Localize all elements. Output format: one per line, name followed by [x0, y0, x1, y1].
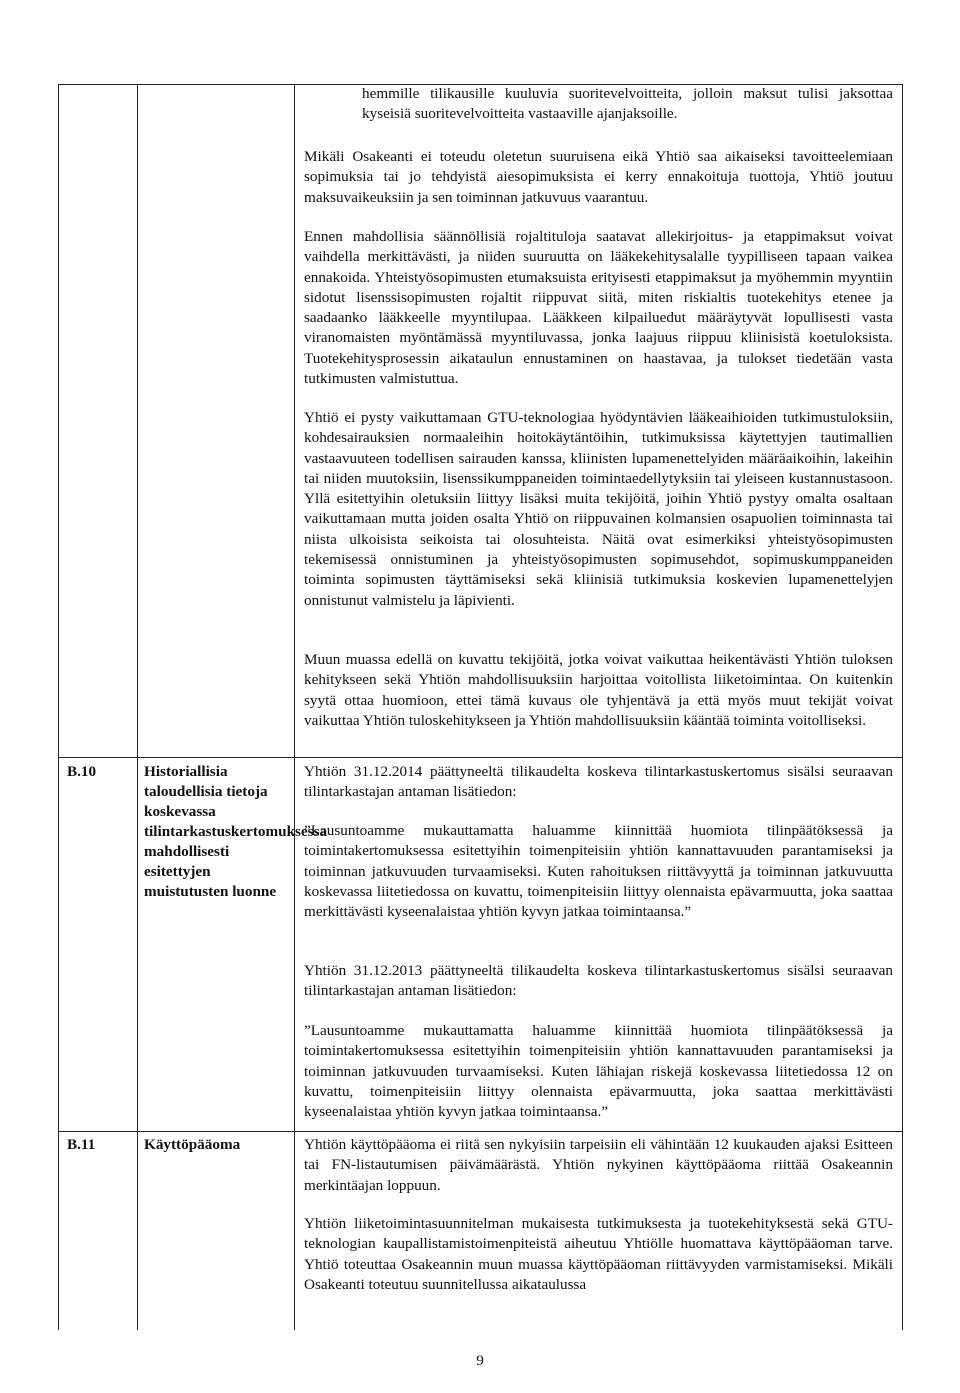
paragraph-3: Ennen mahdollisia säännöllisiä rojaltituloja saatavat allekirjoitus- ja etappimaksut voivat vaihdella merkittävästi, ja niiden suuruutta on lääkekehitysalalle tyypilliseen tapaan vaikea ennakoida. Yhteistyösopimusten etumaksuista erityisesti etappimaksut ja myöhemmin myyntiin sidotut lisenssisopimusten rojaltit riippuvat siitä, miten riskialtis tuotekehitys etenee ja saadaanko lääkkeelle myyntilupaa. Lääkkeen kilpailuedut määräytyvät lopullisesti vasta viranomaisten myöntämässä myyntiluvassa, jonka laajuus riippuu kliinisistä koetuloksista. Tuotekehitysprosessin aikataulun ennustaminen on haastavaa, ja tulokset tiedetään vasta tutkimusten valmistuttua.: [304, 228, 893, 388]
paragraph-1: hemmille tilikausille kuuluvia suoritevelvoitteita, jolloin maksut tulisi jaksottaa kyseisiä suoritevelvoitteita vastaaville ajanjaksoille.: [362, 85, 893, 123]
b11-paragraph-2: Yhtiön liiketoimintasuunnitelman mukaisesta tutkimuksesta ja tuotekehityksestä sekä GTU-teknologian kaupallistamistoimenpiteistä aiheutuu Yhtiölle huomattava käyttöpääoman tarve. Yhtiö toteuttaa Osakeannin muun muassa käyttöpääoman riittävyyden varmistamiseksi. Mikäli Osakeanti toteutuu suunnitellussa aikataulussa: [304, 1215, 893, 1293]
row-divider-b10: [58, 757, 902, 758]
section-title-b10: Historiallisia taloudellisia tietoja koskevassa tilintarkastuskertomuksessa mahdollisesti esitettyjen muistutusten luonne: [144, 763, 328, 900]
paragraph-2: Mikäli Osakeanti ei toteudu oletetun suuruisena eikä Yhtiö saa aikaiseksi tavoitteelemiaan sopimuksia tai jo tehdyistä aiesopimuksista ei kerry ennakoituja tuottoja, Yhtiö joutuu maksuvaikeuksiin ja sen toiminnan jatkuvuus vaarantuu.: [304, 148, 893, 206]
section-number-b11: B.11: [67, 1136, 96, 1153]
table-left-border: [58, 84, 59, 1330]
paragraph-4: Yhtiö ei pysty vaikuttamaan GTU-teknologiaa hyödyntävien lääkeaihioiden tutkimustuloksiin, kohdesairauksien normaaleihin hoitokäytäntöihin, tutkimuksissa käytettyjen tautimallien vastaavuuteen todellisen sairauden kanssa, kliinisten lupamenettelyiden määräaikoihin, lakeihin tai niiden muutoksiin, lisenssikumppaneiden toimintaedellytyksiin tai yleiseen kustannustasoon. Yllä esitettyihin oletuksiin liittyy lisäksi muita tekijöitä, joihin Yhtiö pystyy omalta osaltaan vaikuttamaan mutta joiden osalta Yhtiö on riippuvainen kolmansien osapuolien toiminnasta tai niista ulkoisista seikoista tai olosuhteista. Näitä ovat esimerkiksi yhteistyösopimusten tekemisessä onnistuminen ja yhteistyösopimusten sopimusehdot, sopimuskumppaneiden toiminta sopimusten täyttämiseksi sekä kliinisiä tutkimuksia koskevien lupamenettelyjen onnistunut valmistelu ja läpivienti.: [304, 409, 893, 609]
b10-paragraph-1: Yhtiön 31.12.2014 päättyneeltä tilikaudelta koskeva tilintarkastuskertomus sisälsi seuraavan tilintarkastajan antaman lisätiedon:: [304, 763, 893, 801]
section-title-b11: Käyttöpääoma: [144, 1136, 241, 1153]
b10-quote-2: ”Lausuntoamme mukauttamatta haluamme kiinnittää huomiota tilinpäätöksessä ja toimintakertomuksessa esitettyihin toimenpiteisiin yhtiön kannattavuuden parantamiseksi ja toiminnan jatkuvuuden turvaamiseksi. Kuten lähiajan riskejä koskevassa liitetiedossa 12 on kuvattu, toimenpiteisiin liittyy olennaista epävarmuutta, joka saattaa merkittävästi kyseenalaistaa yhtiön kyvyn jatkaa toimintaansa.”: [304, 1022, 893, 1121]
table-right-border: [902, 84, 903, 1330]
paragraph-5: Muun muassa edellä on kuvattu tekijöitä, jotka voivat vaikuttaa heikentävästi Yhtiön tuloksen kehitykseen sekä Yhtiön mahdollisuuksiin harjoittaa voitollista liiketoimintaa. On kuitenkin syytä ottaa huomioon, ettei tämä kuvaus ole tyhjentävä ja että myös muut tekijät voivat vaikuttaa Yhtiön tuloskehitykseen ja Yhtiön mahdollisuuksiin kääntää toiminta voitolliseksi.: [304, 651, 893, 729]
b11-paragraph-1: Yhtiön käyttöpääoma ei riitä sen nykyisiin tarpeisiin eli vähintään 12 kuukauden ajaksi Esitteen tai FN-listautumisen päivämäärästä. Yhtiön nykyinen käyttöpääoma riittää Osakeannin merkintäajan loppuun.: [304, 1136, 893, 1194]
b10-quote-1: ”Lausuntoamme mukauttamatta haluamme kiinnittää huomiota tilinpäätöksessä ja toimintakertomuksessa esitettyihin toimenpiteisiin yhtiön kannattavuuden parantamiseksi ja toiminnan jatkuvuuden turvaamiseksi. Kuten rahoituksen riittävyyttä ja toiminnan jatkuvuutta koskevassa liitetiedossa on kuvattu, toimenpiteisiin liittyy olennaista epävarmuutta, joka saattaa merkittävästi kyseenalaistaa yhtiön kyvyn jatkaa toimintaansa.”: [304, 822, 893, 921]
section-number-b10: B.10: [67, 763, 97, 780]
b10-paragraph-2: Yhtiön 31.12.2013 päättyneeltä tilikaudelta koskeva tilintarkastuskertomus sisälsi seuraavan tilintarkastajan antaman lisätiedon:: [304, 962, 893, 1000]
row-divider-b11: [58, 1131, 902, 1132]
page-number: 9: [476, 1352, 484, 1369]
table-column-divider-1: [137, 84, 138, 1330]
table-column-divider-2: [294, 84, 295, 1330]
